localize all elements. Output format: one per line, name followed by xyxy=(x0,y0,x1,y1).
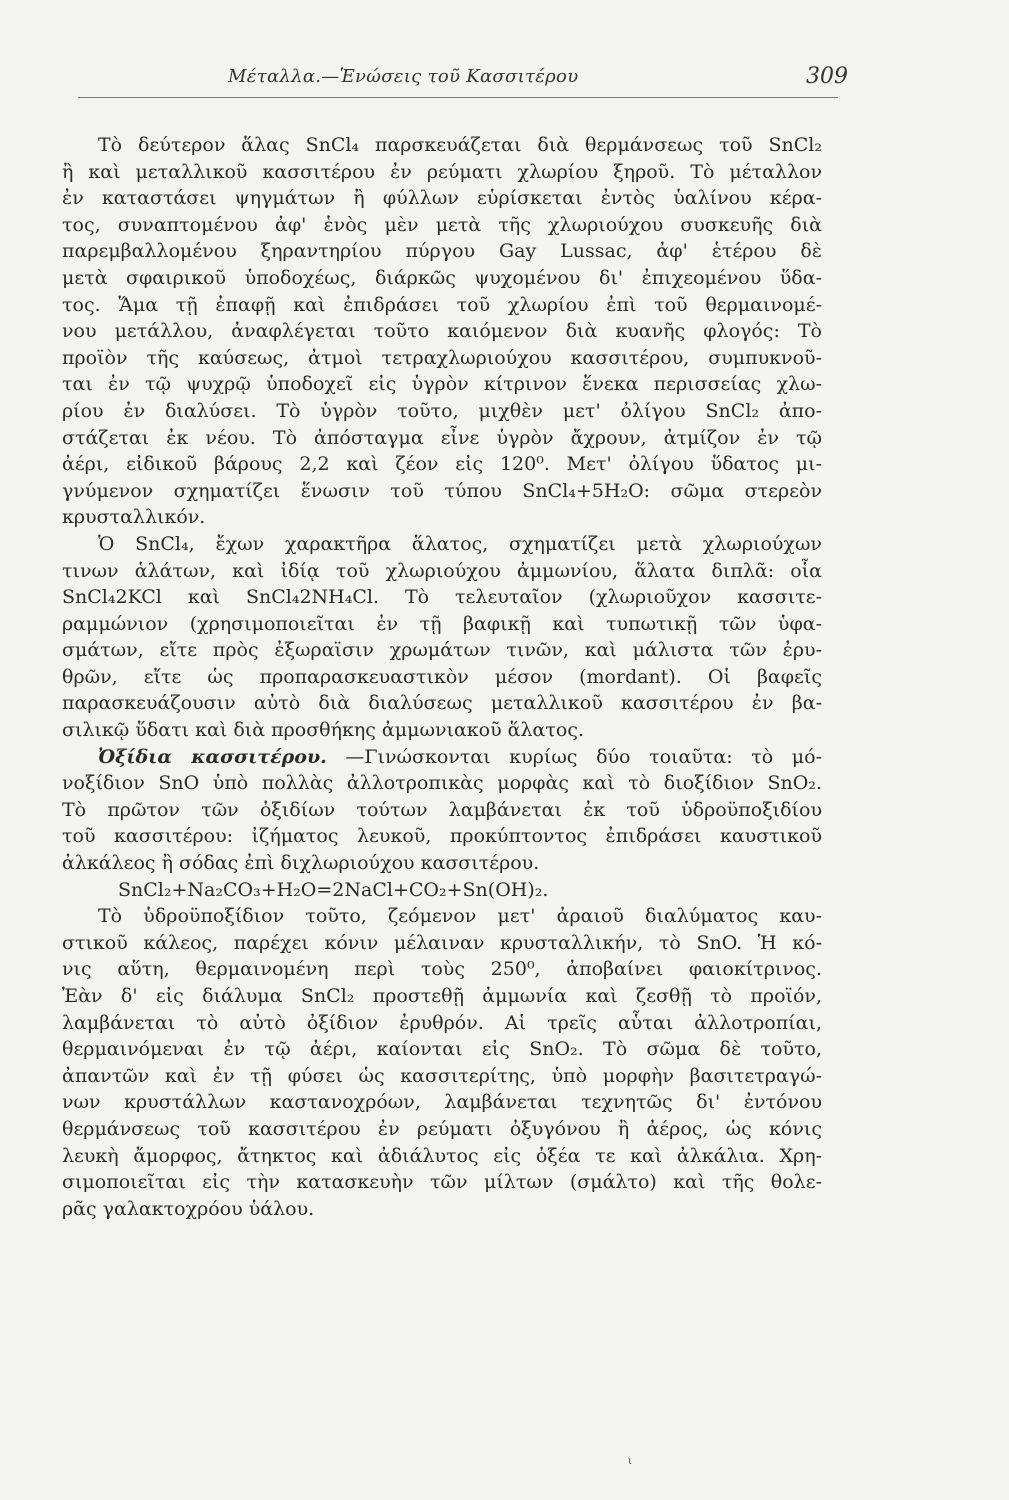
text-line: σμάτων, εἴτε πρὸς ἐξωραϊσιν χρωμάτων τινῶν, καὶ μάλιστα τῶν ἐρυ- xyxy=(62,639,822,662)
text-line: λευκὴ ἄμορφος, ἄτηκτος καὶ ἀδιάλυτος εἰς ὀξέα τε καὶ ἀλκάλια. Χρη- xyxy=(62,1144,822,1167)
text-line: νις αὕτη, θερμαινομένη περὶ τοὺς 250⁰, ἀποβαίνει φαιοκίτρινος. xyxy=(62,958,822,981)
text-line: προϊὸν τῆς καύσεως, ἀτμοὶ τετραχλωριούχου κασσιτέρου, συμπυκνοῦ- xyxy=(62,346,822,369)
text-line: τοῦ κασσιτέρου: ἰζήματος λευκοῦ, προκύπτοντος ἐπιδράσει καυστικοῦ xyxy=(62,825,822,848)
text-line: Ὁ SnCl₄, ἔχων χαρακτῆρα ἅλατος, σχηματίζει μετὰ χλωριούχων xyxy=(98,532,822,555)
text-line: ρίου ἐν διαλύσει. Τὸ ὑγρὸν τοῦτο, μιχθὲν μετ' ὀλίγου SnCl₂ ἀπο- xyxy=(62,399,822,422)
text-line: ρᾶς γαλακτοχρόου ὑάλου. xyxy=(62,1197,315,1220)
text-line: SnCl₄2KCl καὶ SnCl₄2NH₄Cl. Τὸ τελευταῖον (χλωριοῦχον κασσιτε- xyxy=(62,586,822,609)
chemical-equation: SnCl₂+Na₂CO₃+H₂O=2NaCl+CO₂+Sn(OH)₂. xyxy=(118,878,549,901)
text-line: κρυσταλλικόν. xyxy=(62,506,206,529)
text-line: τινων ἁλάτων, καὶ ἰδίᾳ τοῦ χλωριούχου ἀμμωνίου, ἅλατα διπλᾶ: οἷα xyxy=(62,559,822,582)
text-line: ἀπαντῶν καὶ ἐν τῇ φύσει ὡς κασσιτερίτης, ὑπὸ μορφὴν βασιτετραγώ- xyxy=(62,1064,822,1087)
text-line: νων κρυστάλλων καστανοχρόων, λαμβάνεται τεχνητῶς δι' ἐντόνου xyxy=(62,1091,822,1114)
text-line: μετὰ σφαιρικοῦ ὑποδοχέως, διάρκῶς ψυχομένου δι' ἐπιχεομένου ὕδα- xyxy=(62,266,822,289)
text-line: τος, συναπτομένου ἀφ' ἑνὸς μὲν μετὰ τῆς χλωριούχου συσκευῆς διὰ xyxy=(62,213,822,236)
text-line: Ἐὰν δ' εἰς διάλυμα SnCl₂ προστεθῇ ἀμμωνία καὶ ζεσθῇ τὸ προϊόν, xyxy=(62,985,822,1007)
paragraph-stannous-oxide xyxy=(62,903,822,1222)
text-line: ἐν καταστάσει ψηγμάτων ἢ φύλλων εὑρίσκεται ἐντὸς ὑαλίνου κέρα- xyxy=(62,187,822,210)
text-line: ται ἐν τῷ ψυχρῷ ὑποδοχεῖ εἰς ὑγρὸν κίτρινον ἕνεκα περισσείας χλω- xyxy=(62,373,822,396)
text-line: θρῶν, εἴτε ὡς προπαρασκευαστικὸν μέσον (mordant). Οἱ βαφεῖς xyxy=(62,665,822,688)
text-line: σιλικῷ ὕδατι καὶ διὰ προσθήκης ἀμμωνιακοῦ ἅλατος. xyxy=(62,719,585,742)
text-line: στικοῦ κάλεος, παρέχει κόνιν μέλαιναν κρυσταλλικήν, τὸ SnO. Ἡ κό- xyxy=(62,931,822,954)
page-number: 309 xyxy=(806,64,848,89)
text-line: Τὸ πρῶτον τῶν ὀξιδίων τούτων λαμβάνεται ἐκ τοῦ ὑδροϋποξιδίου xyxy=(62,798,822,821)
signature-mark: ι xyxy=(628,1456,632,1467)
text-line: θερμαινόμεναι ἐν τῷ ἀέρι, καίονται εἰς SnO₂. Τὸ σῶμα δὲ τοῦτο, xyxy=(62,1038,822,1061)
section-lead-heading: Ὀξίδια κασσιτέρου. xyxy=(98,745,327,768)
text-line: θερμάνσεως τοῦ κασσιτέρου ἐν ρεύματι ὀξυγόνου ἢ ἀέρος, ὡς κόνις xyxy=(62,1117,822,1140)
text-span: —Γινώσκονται κυρίως δύο τοιαῦτα: τὸ μό- xyxy=(326,745,822,768)
text-line xyxy=(62,744,822,771)
text-line: ἀέρι, εἰδικοῦ βάρους 2,2 καὶ ζέον εἰς 120⁰. Μετ' ὀλίγου ὕδατος μι- xyxy=(62,453,822,476)
text-line: νου μετάλλου, ἀναφλέγεται τοῦτο καιόμενον διὰ κυανῆς φλογός: Τὸ xyxy=(62,320,822,343)
text-line: ραμμώνιον (χρησιμοποιεῖται ἐν τῇ βαφικῇ καὶ τυπωτικῇ τῶν ὑφα- xyxy=(62,612,822,635)
text-line: ἢ καὶ μεταλλικοῦ κασσιτέρου ἐν ρεύματι χλωρίου ξηροῦ. Τὸ μέταλλον xyxy=(62,160,822,183)
paragraph-double-salts xyxy=(62,531,822,744)
text-line: Τὸ δεύτερον ἅλας SnCl₄ παρσκευάζεται διὰ θερμάνσεως τοῦ SnCl₂ xyxy=(98,134,822,156)
text-line: λαμβάνεται τὸ αὐτὸ ὀξίδιον ἐρυθρόν. Αἱ τρεῖς αὗται ἀλλοτροπίαι, xyxy=(62,1011,822,1034)
text-line: ἀλκάλεος ἢ σόδας ἐπὶ διχλωριούχου κασσιτέρου. xyxy=(62,852,540,875)
text-line: στάζεται ἐκ νέου. Τὸ ἀπόσταγμα εἶνε ὑγρὸν ἄχρουν, ἀτμίζον ἐν τῷ xyxy=(62,426,822,449)
text-line: Τὸ ὑδροϋποξίδιον τοῦτο, ζεόμενον μετ' ἀραιοῦ διαλύματος καυ- xyxy=(98,905,822,928)
text-line: παρασκευάζουσιν αὐτὸ διὰ διαλύσεως μεταλλικοῦ κασσιτέρου ἐν βα- xyxy=(62,692,822,715)
header-rule xyxy=(78,97,838,98)
text-line: τος. Ἅμα τῇ ἐπαφῇ καὶ ἐπιδράσει τοῦ χλωρίου ἐπὶ τοῦ θερμαινομέ- xyxy=(62,293,822,316)
running-header xyxy=(78,66,848,96)
text-line: σιμοποιεῖται εἰς τὴν κατασκευὴν τῶν μίλτων (σμάλτο) καὶ τῆς θολε- xyxy=(62,1171,822,1194)
body-text xyxy=(62,132,822,1222)
paragraph-tin-oxides xyxy=(62,744,822,877)
text-line: γνύμενον σχηματίζει ἕνωσιν τοῦ τύπου SnCl₄+5H₂O: σῶμα στερεὸν xyxy=(62,479,822,502)
running-header-title: Μέταλλα.—Ἑνώσεις τοῦ Κασσιτέρου xyxy=(228,66,579,87)
text-line: νοξίδιον SnO ὑπὸ πολλὰς ἀλλοτροπικὰς μορφὰς καὶ τὸ διοξίδιον SnO₂. xyxy=(62,772,822,795)
paragraph-tin-tetrachloride-preparation xyxy=(62,132,822,531)
text-line: παρεμβαλλομένου ξηραντηρίου πύργου Gay Lussac, ἀφ' ἑτέρου δὲ xyxy=(62,240,822,263)
